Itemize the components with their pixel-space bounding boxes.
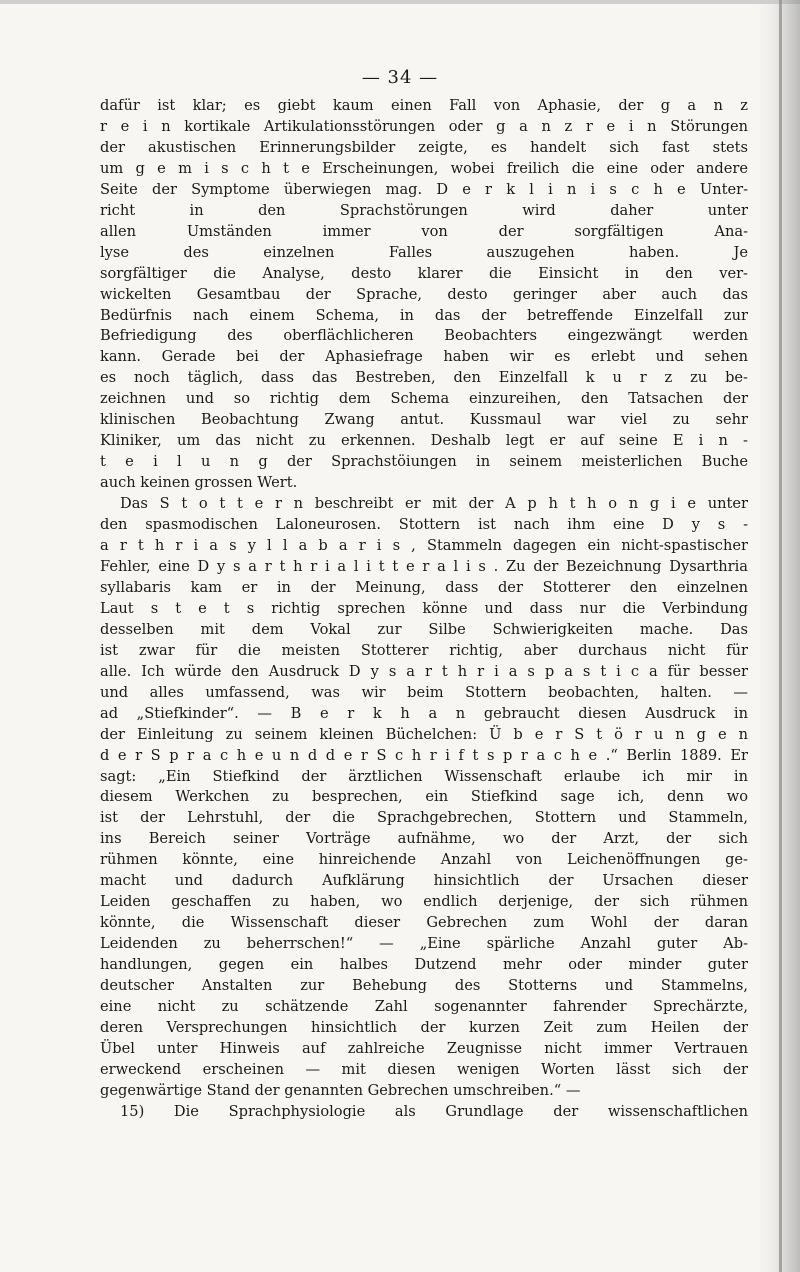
text-line: sagt: „Ein Stiefkind der ärztlichen Wissenschaft erlaube ich mir in	[100, 767, 748, 785]
text-line: und alles umfassend, was wir beim Stottern beobachten, halten. —	[100, 683, 748, 701]
text-line: eine nicht zu schätzende Zahl sogenannter fahrender Sprechärzte,	[100, 997, 748, 1015]
text-line: Laut s t e t s richtig sprechen könne und dass nur die Verbindung	[100, 599, 748, 617]
text-line: Fehler, eine D y s a r t h r i a l i t t e r a l i s . Zu der Bezeichnung Dysarthria	[100, 557, 748, 575]
text-line: es noch täglich, dass das Bestreben, den Einzelfall k u r z zu be-	[100, 369, 748, 387]
text-line: r e i n kortikale Artikulationsstörungen oder g a n z r e i n Störungen	[100, 117, 748, 135]
text-line: diesem Werkchen zu besprechen, ein Stiefkind sage ich, denn wo	[100, 788, 748, 806]
text-line: Befriedigung des oberflächlicheren Beobachters eingezwängt werden	[100, 327, 748, 345]
text-line: zeichnen und so richtig dem Schema einzureihen, den Tatsachen der	[100, 390, 748, 408]
text-line: ins Bereich seiner Vorträge aufnähme, wo der Arzt, der sich	[100, 830, 748, 848]
text-line: macht und dadurch Aufklärung hinsichtlich der Ursachen dieser	[100, 872, 748, 890]
binding-edge-line	[779, 0, 782, 1272]
text-line: alle. Ich würde den Ausdruck D y s a r t h r i a s p a s t i c a für besser	[100, 662, 748, 680]
text-line: kann. Gerade bei der Aphasiefrage haben wir es erlebt und sehen	[100, 348, 748, 366]
body-text	[100, 96, 748, 1123]
text-line: um g e m i s c h t e Erscheinungen, wobei freilich die eine oder andere	[100, 159, 748, 177]
text-line: Seite der Symptome überwiegen mag. D e r k l i n i s c h e Unter-	[100, 180, 748, 198]
text-line: auch keinen grossen Wert.	[100, 474, 298, 492]
text-line: Leiden geschaffen zu haben, wo endlich derjenige, der sich rühmen	[100, 893, 748, 911]
text-line: rühmen könnte, eine hinreichende Anzahl von Leichenöffnungen ge-	[100, 851, 748, 869]
text-line: ad „Stiefkinder“. — B e r k h a n gebraucht diesen Ausdruck in	[100, 704, 748, 722]
text-line: deren Versprechungen hinsichtlich der kurzen Zeit zum Heilen der	[100, 1018, 748, 1036]
footnote-line: 15) Die Sprachphysiologie als Grundlage der wissenschaftlichen	[120, 1102, 748, 1120]
text-line: Übel unter Hinweis auf zahlreiche Zeugnisse nicht immer Vertrauen	[100, 1039, 748, 1057]
text-line: ist der Lehrstuhl, der die Sprachgebrechen, Stottern und Stammeln,	[100, 809, 748, 827]
top-edge-shadow	[0, 0, 800, 4]
text-line: Kliniker, um das nicht zu erkennen. Deshalb legt er auf seine E i n -	[100, 432, 748, 450]
text-line: d e r S p r a c h e u n d d e r S c h r i f t s p r a c h e .“ Berlin 1889. Er	[100, 746, 748, 764]
text-line: sorgfältiger die Analyse, desto klarer die Einsicht in den ver-	[100, 264, 748, 282]
text-line: ist zwar für die meisten Stotterer richtig, aber durchaus nicht für	[100, 641, 748, 659]
text-line: wickelten Gesamtbau der Sprache, desto geringer aber auch das	[100, 285, 748, 303]
text-line: richt in den Sprachstörungen wird daher unter	[100, 201, 748, 219]
text-line: t e i l u n g der Sprachstöiungen in seinem meisterlichen Buche	[100, 453, 748, 471]
text-line: deutscher Anstalten zur Behebung des Stotterns und Stammelns,	[100, 977, 748, 995]
page-number: — 34 —	[361, 67, 439, 88]
text-line: dafür ist klar; es giebt kaum einen Fall von Aphasie, der g a n z	[100, 97, 748, 114]
text-line: handlungen, gegen ein halbes Dutzend mehr oder minder guter	[100, 956, 748, 974]
text-line: Bedürfnis nach einem Schema, in das der betreffende Einzelfall zur	[100, 306, 748, 324]
text-line: gegenwärtige Stand der genannten Gebrechen umschreiben.“ —	[100, 1081, 581, 1099]
text-line: klinischen Beobachtung Zwang antut. Kussmaul war viel zu sehr	[100, 411, 748, 429]
text-line: a r t h r i a s y l l a b a r i s , Stammeln dagegen ein nicht-spastischer	[100, 537, 748, 555]
text-line: lyse des einzelnen Falles auszugehen haben. Je	[100, 243, 748, 261]
text-line: allen Umständen immer von der sorgfältigen Ana-	[100, 222, 748, 240]
text-line: den spasmodischen Laloneurosen. Stottern ist nach ihm eine D y s -	[100, 516, 748, 534]
text-line: der Einleitung zu seinem kleinen Büchelchen: Ü b e r S t ö r u n g e n	[100, 725, 748, 743]
text-line: der akustischen Erinnerungsbilder zeigte, es handelt sich fast stets	[100, 138, 748, 156]
text-line: desselben mit dem Vokal zur Silbe Schwierigkeiten mache. Das	[100, 620, 748, 638]
text-line: erweckend erscheinen — mit diesen wenigen Worten lässt sich der	[100, 1060, 748, 1078]
text-line: syllabaris kam er in der Meinung, dass der Stotterer den einzelnen	[100, 578, 748, 596]
text-line: Das S t o t t e r n beschreibt er mit der A p h t h o n g i e unter	[120, 495, 748, 513]
text-line: Leidenden zu beherrschen!“ — „Eine spärliche Anzahl guter Ab-	[100, 935, 748, 953]
text-line: könnte, die Wissenschaft dieser Gebrechen zum Wohl der daran	[100, 914, 748, 932]
